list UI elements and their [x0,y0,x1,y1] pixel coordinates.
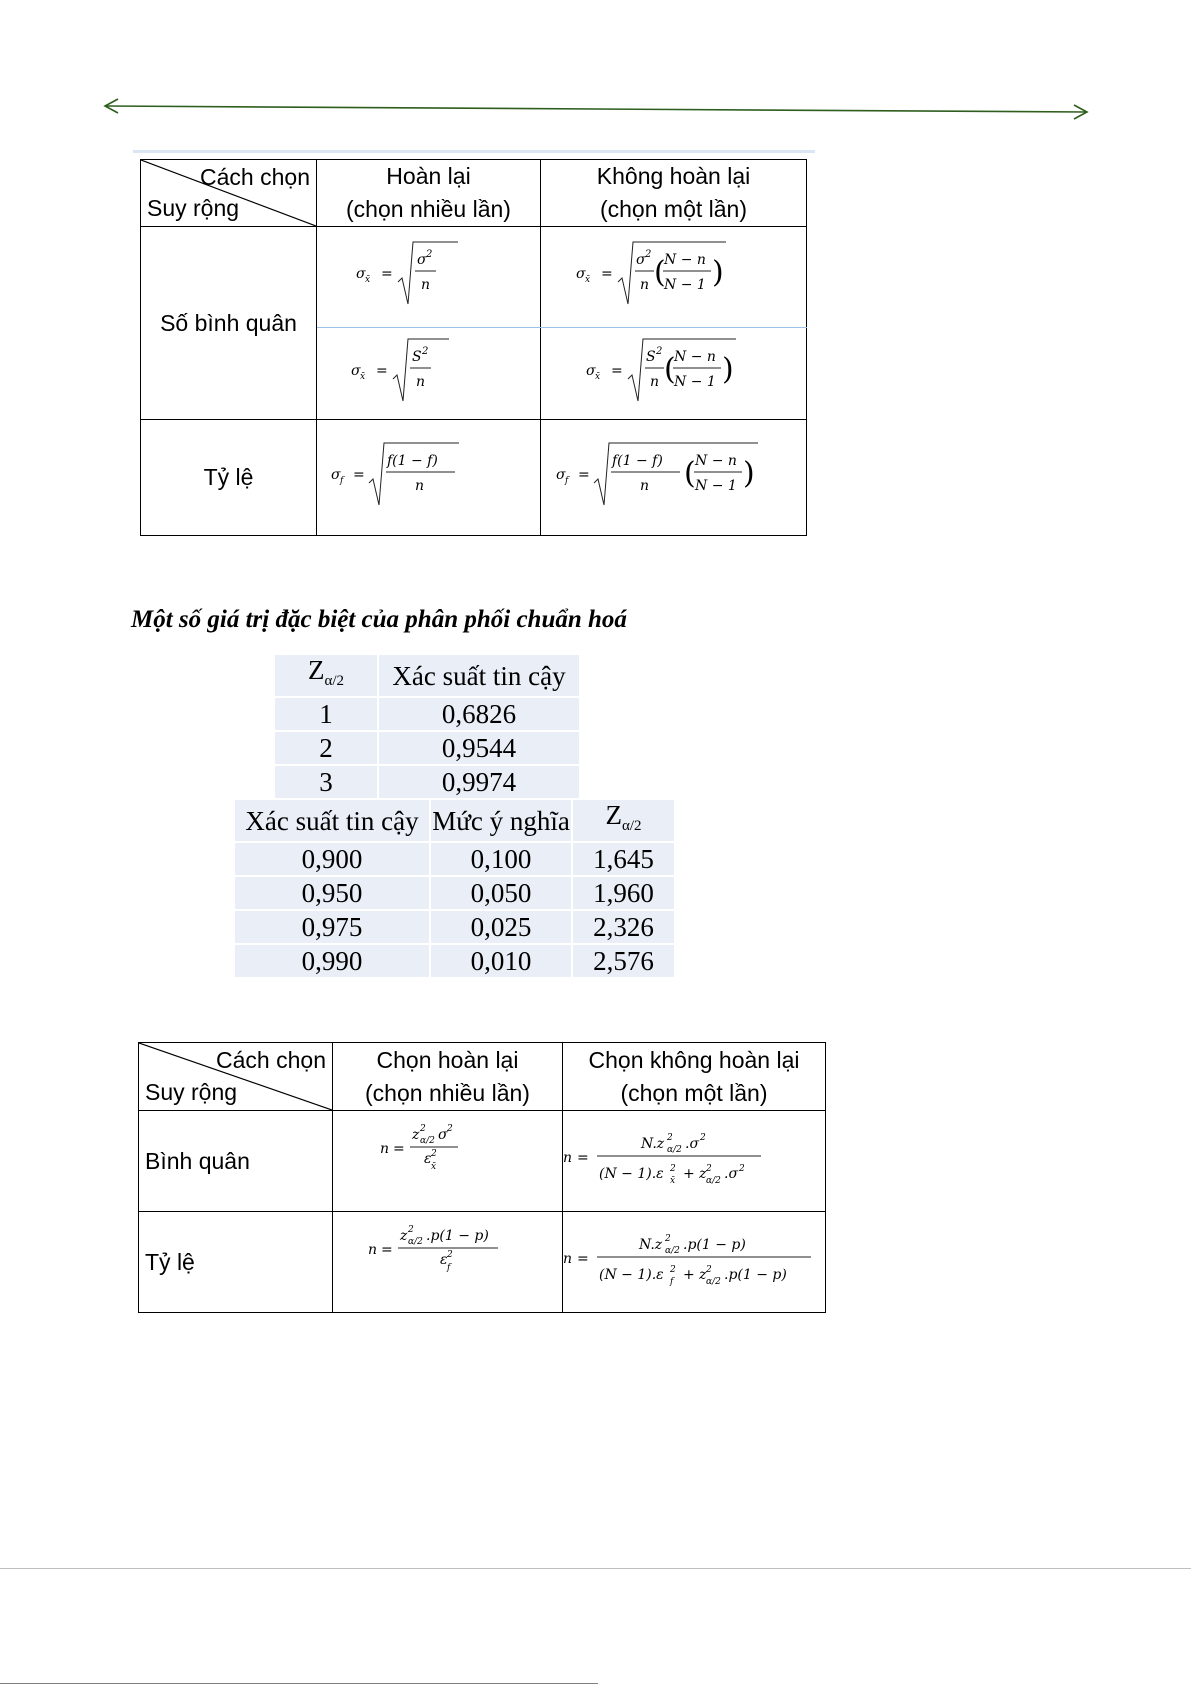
svg-text:n: n [639,277,649,293]
svg-text:x̄: x̄ [584,275,590,285]
formula-n-mean-repeat [378,1117,488,1181]
z-subscript: α/2 [621,818,642,834]
svg-text:α/2: α/2 [407,1237,423,1247]
confidence-significance-table [233,798,676,979]
svg-text:σ: σ [330,466,341,483]
probability-value: 0,6826 [378,697,580,731]
corner-header-cell [141,160,317,227]
standard-error-table [140,159,807,536]
header-norepeat-line1: Chọn không hoàn lại [588,1046,800,1073]
formula-ratio-norepeat [554,439,764,511]
header-repeat-line2: (chọn nhiều lần) [346,196,511,222]
svg-text:N − 1: N − 1 [663,277,706,293]
svg-text:=: = [577,1251,589,1267]
svg-text:f: f [339,475,343,486]
svg-text:n: n [563,1150,573,1166]
svg-text:n: n [415,373,425,390]
svg-text:ε: ε [439,1252,448,1268]
svg-text:z: z [411,1127,419,1143]
table-row [274,697,580,731]
svg-text:=: = [380,1242,393,1258]
z-value: 3 [274,765,378,799]
svg-text:): ) [742,455,755,491]
svg-text:): ) [721,351,734,387]
svg-text:α/2: α/2 [706,1176,721,1186]
significance-value: 0,025 [430,910,572,944]
z-symbol: Z [307,655,325,685]
row-label-mean: Bình quân [139,1111,333,1212]
z-header [274,654,378,697]
svg-text:z: z [399,1228,407,1244]
svg-text:N.z: N.z [639,1237,663,1253]
svg-text:α/2: α/2 [419,1136,435,1146]
footer-divider [0,1683,598,1684]
svg-text:N − n: N − n [673,348,716,365]
formula-cell [541,420,807,536]
z-value: 1,645 [572,842,675,876]
header-norepeat-line1: Không hoàn lại [596,163,751,189]
formula-cell [317,420,541,536]
svg-text:+ z: + z [683,1166,707,1182]
svg-text:2: 2 [670,1265,676,1275]
svg-text:2: 2 [446,1250,453,1260]
svg-text:.σ: .σ [724,1166,739,1182]
table-row [234,944,675,978]
z-value: 2 [274,731,378,765]
svg-text:2: 2 [670,1164,676,1174]
header-repeat [333,1043,563,1111]
svg-text:S: S [411,348,422,365]
svg-text:=: = [577,466,590,483]
svg-text:=: = [392,1141,405,1157]
svg-text:.σ: .σ [685,1136,700,1152]
svg-text:2: 2 [421,345,428,357]
probability-header: Xác suất tin cậy [378,654,580,697]
svg-text:n: n [379,1141,389,1157]
svg-text:2: 2 [655,345,662,357]
svg-text:2: 2 [407,1225,414,1235]
header-repeat-line2: (chọn nhiều lần) [365,1079,530,1106]
z-symbol: Z [605,800,622,830]
significance-value: 0,050 [430,876,572,910]
svg-text:(: ( [663,351,676,387]
svg-text:2: 2 [430,1149,437,1159]
corner-bottom-label: Suy rộng [147,195,240,221]
table1-top-rule [133,150,815,153]
svg-text:n: n [639,477,649,494]
table-row [274,765,580,799]
svg-text:=: = [352,466,365,483]
header-repeat [317,160,541,227]
svg-text:=: = [380,266,393,282]
z-probability-table [273,653,581,800]
svg-text:+ z: + z [683,1267,707,1283]
svg-text:σ: σ [416,252,427,268]
formula-cell [563,1111,826,1212]
svg-text:x̄: x̄ [594,371,600,382]
significance-header: Mức ý nghĩa [430,799,572,842]
svg-text:f: f [446,1263,450,1273]
svg-text:S: S [645,348,656,365]
svg-text:x̄: x̄ [364,275,370,285]
svg-text:N − 1: N − 1 [694,477,737,494]
svg-text:2: 2 [665,1234,671,1244]
svg-text:f: f [564,475,568,486]
svg-text:(N − 1).ε: (N − 1).ε [599,1166,664,1182]
header-norepeat [563,1043,826,1111]
formula-n-ratio-norepeat [563,1227,825,1291]
formula-cell [563,1212,826,1313]
svg-text:σ: σ [575,266,586,282]
probability-header: Xác suất tin cậy [234,799,430,842]
svg-text:N − 1: N − 1 [673,373,716,390]
header-repeat-line1: Chọn hoàn lại [376,1046,519,1073]
row-label-ratio: Tỷ lệ [139,1212,333,1313]
corner-top-label: Cách chọn [216,1047,326,1073]
z-value: 2,576 [572,944,675,978]
formula-ratio-repeat [329,439,499,511]
formula-n-mean-norepeat [563,1126,825,1190]
svg-text:): ) [711,255,724,290]
svg-text:2: 2 [446,1124,453,1134]
formula-cell [541,227,807,328]
svg-text:f: f [670,1277,674,1287]
svg-text:n: n [563,1251,573,1267]
svg-text:=: = [375,362,388,379]
probability-value: 0,990 [234,944,430,978]
svg-text:α/2: α/2 [667,1145,682,1155]
svg-text:2: 2 [644,249,651,260]
svg-text:n: n [649,373,659,390]
svg-text:2: 2 [700,1133,706,1143]
table-row [234,842,675,876]
probability-value: 0,950 [234,876,430,910]
svg-text:α/2: α/2 [706,1277,721,1287]
header-repeat-line1: Hoàn lại [386,163,471,189]
svg-text:(: ( [653,255,666,290]
significance-value: 0,100 [430,842,572,876]
svg-text:n: n [367,1242,377,1258]
svg-text:n: n [420,277,430,293]
svg-text:N − n: N − n [694,452,737,469]
svg-text:x̄: x̄ [670,1176,676,1186]
probability-value: 0,9974 [378,765,580,799]
significance-value: 0,010 [430,944,572,978]
probability-value: 0,975 [234,910,430,944]
svg-text:σ: σ [635,252,646,268]
corner-top-label: Cách chọn [200,164,310,190]
table-row [234,876,675,910]
svg-text:=: = [577,1150,589,1166]
svg-text:N.z: N.z [641,1136,665,1152]
svg-text:N − n: N − n [663,252,706,268]
svg-text:α/2: α/2 [665,1246,680,1256]
svg-text:x̄: x̄ [359,371,365,382]
formula-mean-repeat-s [349,335,459,407]
svg-text:2: 2 [739,1164,745,1174]
page-divider [0,1568,1191,1569]
svg-text:2: 2 [667,1133,673,1143]
svg-text:2: 2 [706,1164,712,1174]
z-value: 2,326 [572,910,675,944]
z-header [572,799,675,842]
header-norepeat-line2: (chọn một lần) [620,1079,768,1106]
svg-text:σ: σ [437,1127,448,1143]
svg-text:f(1 − f): f(1 − f) [611,452,663,469]
svg-text:σ: σ [585,362,596,379]
probability-value: 0,9544 [378,731,580,765]
svg-text:σ: σ [350,362,361,379]
formula-cell [317,328,541,420]
row-label-ratio: Tỷ lệ [141,420,317,536]
svg-text:2: 2 [706,1265,712,1275]
svg-text:n: n [414,477,424,494]
probability-value: 0,900 [234,842,430,876]
svg-text:.p(1 − p): .p(1 − p) [683,1237,746,1253]
svg-text:σ: σ [355,266,366,282]
formula-cell [333,1111,563,1212]
formula-mean-repeat-sigma [354,238,464,310]
svg-text:.p(1 − p): .p(1 − p) [425,1228,489,1244]
svg-text:(: ( [683,455,696,491]
z-value: 1 [274,697,378,731]
svg-text:(N − 1).ε: (N − 1).ε [599,1267,664,1283]
formula-cell [333,1212,563,1313]
formula-mean-norepeat-s [584,335,744,407]
formula-n-ratio-repeat [366,1218,516,1282]
svg-text:σ: σ [555,466,566,483]
header-norepeat [541,160,807,227]
svg-text:x̄: x̄ [430,1162,436,1172]
formula-mean-norepeat-sigma [574,238,734,310]
sample-size-table [138,1042,826,1313]
formula-cell [541,328,807,420]
z-value: 1,960 [572,876,675,910]
table-row [274,731,580,765]
svg-text:=: = [610,362,623,379]
corner-header-cell [139,1043,333,1111]
row-label-mean: Số bình quân [141,227,317,420]
section-title: Một số giá trị đặc biệt của phân phối chuẩn hoá [131,606,627,633]
svg-text:2: 2 [419,1124,426,1134]
formula-cell [317,227,541,328]
svg-text:ε: ε [423,1151,432,1167]
header-norepeat-line2: (chọn một lần) [599,196,747,222]
svg-text:.p(1 − p): .p(1 − p) [724,1267,787,1283]
svg-text:2: 2 [425,249,432,260]
svg-text:f(1 − f): f(1 − f) [386,452,438,469]
svg-text:=: = [600,266,613,282]
corner-bottom-label: Suy rộng [145,1079,238,1105]
z-subscript: α/2 [324,673,345,689]
table-row [234,910,675,944]
double-arrow-icon [100,97,1092,121]
